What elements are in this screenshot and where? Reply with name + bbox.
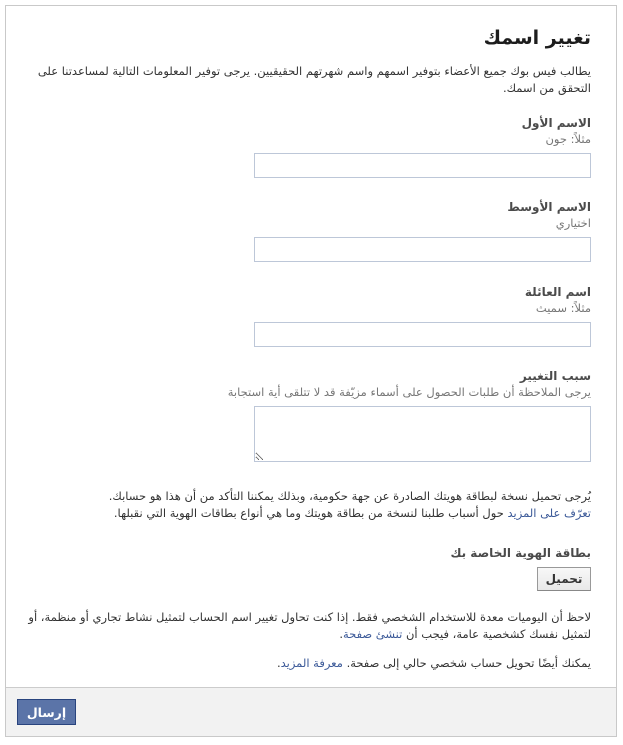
reason-textarea[interactable]	[254, 406, 591, 462]
middle-name-label: الاسم الأوسط	[507, 200, 591, 214]
middle-name-field	[251, 199, 591, 262]
last-name-hint: مثلاً: سميث	[535, 301, 591, 315]
first-name-label: الاسم الأول	[521, 116, 591, 130]
last-name-label: اسم العائلة	[524, 285, 591, 299]
id-upload-notice-text: يُرجى تحميل نسخة لبطاقة هويتك الصادرة عن جهة حكومية، وبذلك يمكننا التأكد من أن هذا هو حسابك.	[108, 489, 591, 503]
id-upload-notice	[26, 488, 591, 522]
last-name-field	[251, 284, 591, 347]
create-page-link[interactable]: تنشئ صفحة	[342, 627, 403, 641]
timeline-notice	[26, 609, 591, 643]
reason-field	[171, 368, 591, 462]
middle-name-input[interactable]	[254, 237, 591, 262]
timeline-notice-text: لاحظ أن اليوميات معدة للاستخدام الشخصي فقط. إذا كنت تحاول تغيير اسم الحساب لتمثيل نشاط تجاري أو منظمة، أو لتمثيل نفسك كشخصية عامة، فيجب أن	[28, 610, 591, 641]
reason-label: سبب التغيير	[519, 369, 591, 383]
first-name-input[interactable]	[254, 153, 591, 178]
id-learn-more-link[interactable]: تعرّف على المزيد	[507, 506, 591, 520]
dialog-footer	[6, 687, 616, 736]
convert-notice-end: .	[276, 656, 281, 670]
change-name-dialog	[5, 5, 617, 737]
convert-notice-text: يمكنك أيضًا تحويل حساب شخصي حالي إلى صفحة.	[346, 656, 591, 670]
submit-button[interactable]: إرسال	[17, 699, 76, 725]
id-card-label: بطاقة الهوية الخاصة بك	[450, 546, 591, 560]
last-name-input[interactable]	[254, 322, 591, 347]
convert-notice	[26, 655, 591, 672]
reason-hint: يرجى الملاحظة أن طلبات الحصول على أسماء مزيّفة قد لا تتلقى أية استجابة	[227, 385, 591, 399]
first-name-hint: مثلاً: جون	[545, 132, 591, 146]
id-learn-more-rest: حول أسباب طلبنا لنسخة من بطاقة هويتك وما هي أنواع بطاقات الهوية التي نقبلها.	[113, 506, 504, 520]
dialog-content	[6, 6, 616, 686]
middle-name-hint: اختياري	[555, 216, 591, 230]
upload-button[interactable]: تحميل	[537, 567, 591, 591]
intro-text: يطالب فيس بوك جميع الأعضاء بتوفير اسمهم واسم شهرتهم الحقيقيين. يرجى توفير المعلومات التالية لمساعدتنا على التحقق من اسمك.	[37, 64, 591, 95]
convert-learn-more-link[interactable]: معرفة المزيد	[280, 656, 343, 670]
first-name-field	[251, 115, 591, 178]
dialog-title: تغيير اسمك	[483, 27, 591, 49]
timeline-notice-end: .	[339, 627, 343, 641]
